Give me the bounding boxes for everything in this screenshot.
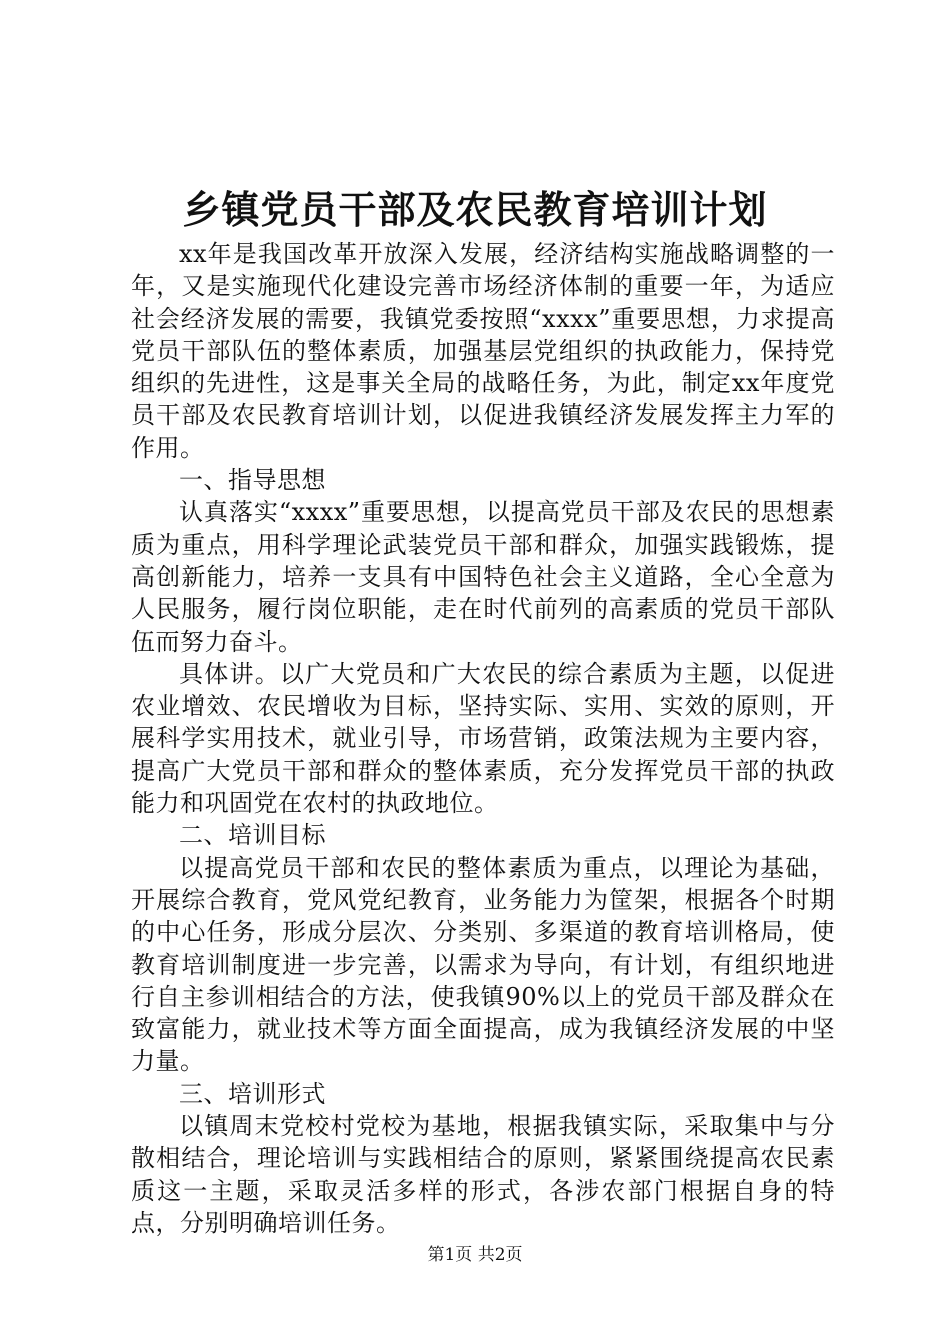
intro-paragraph: xx年是我国改革开放深入发展，经济结构实施战略调整的一年，又是实施现代化建设完善市场经济体制的重要一年，为适应社会经济发展的需要，我镇党委按照“xxxx”重要思想，力求提高党员干部队伍的整体素质，加强基层党组织的执政能力，保持党组织的先进性，这是事关全局的战略任务，为此，制定xx年度党员干部及农民教育培训计划，以促进我镇经济发展发挥主力军的作用。	[131, 240, 835, 462]
document-title: 乡镇党员干部及农民教育培训计划	[182, 187, 768, 232]
section-paragraph: 认真落实“xxxx”重要思想，以提高党员干部及农民的思想素质为重点，用科学理论武装党员干部和群众，加强实践锻炼，提高创新能力，培养一支具有中国特色社会主义道路，全心全意为人民服务，履行岗位职能，走在时代前列的高素质的党员干部队伍而努力奋斗。	[131, 498, 835, 656]
section-heading-guiding-ideology: 一、指导思想	[179, 466, 326, 495]
section-heading-training-format: 三、培训形式	[179, 1079, 326, 1108]
document-body	[131, 238, 835, 1239]
section-heading-training-goals: 二、培训目标	[179, 821, 326, 850]
page-number-footer: 第1页 共2页	[427, 1245, 523, 1265]
section-paragraph: 以镇周末党校村党校为基地，根据我镇实际，采取集中与分散相结合，理论培训与实践相结合的原则，紧紧围绕提高农民素质这一主题，采取灵活多样的形式，各涉农部门根据自身的特点，分别明确培训任务。	[131, 1112, 835, 1237]
section-paragraph: 以提高党员干部和农民的整体素质为重点，以理论为基础，开展综合教育，党风党纪教育，业务能力为筐架，根据各个时期的中心任务，形成分层次、分类别、多渠道的教育培训格局，使教育培训制度进一步完善，以需求为导向，有计划，有组织地进行自主参训相结合的方法，使我镇90%以上的党员干部及群众在致富能力，就业技术等方面全面提高，成为我镇经济发展的中坚力量。	[131, 853, 835, 1076]
section-paragraph: 具体讲。以广大党员和广大农民的综合素质为主题，以促进农业增效、农民增收为目标，坚持实际、实用、实效的原则，开展科学实用技术，就业引导，市场营销，政策法规为主要内容，提高广大党员干部和群众的整体素质，充分发挥党员干部的执政能力和巩固党在农村的执政地位。	[131, 659, 835, 818]
